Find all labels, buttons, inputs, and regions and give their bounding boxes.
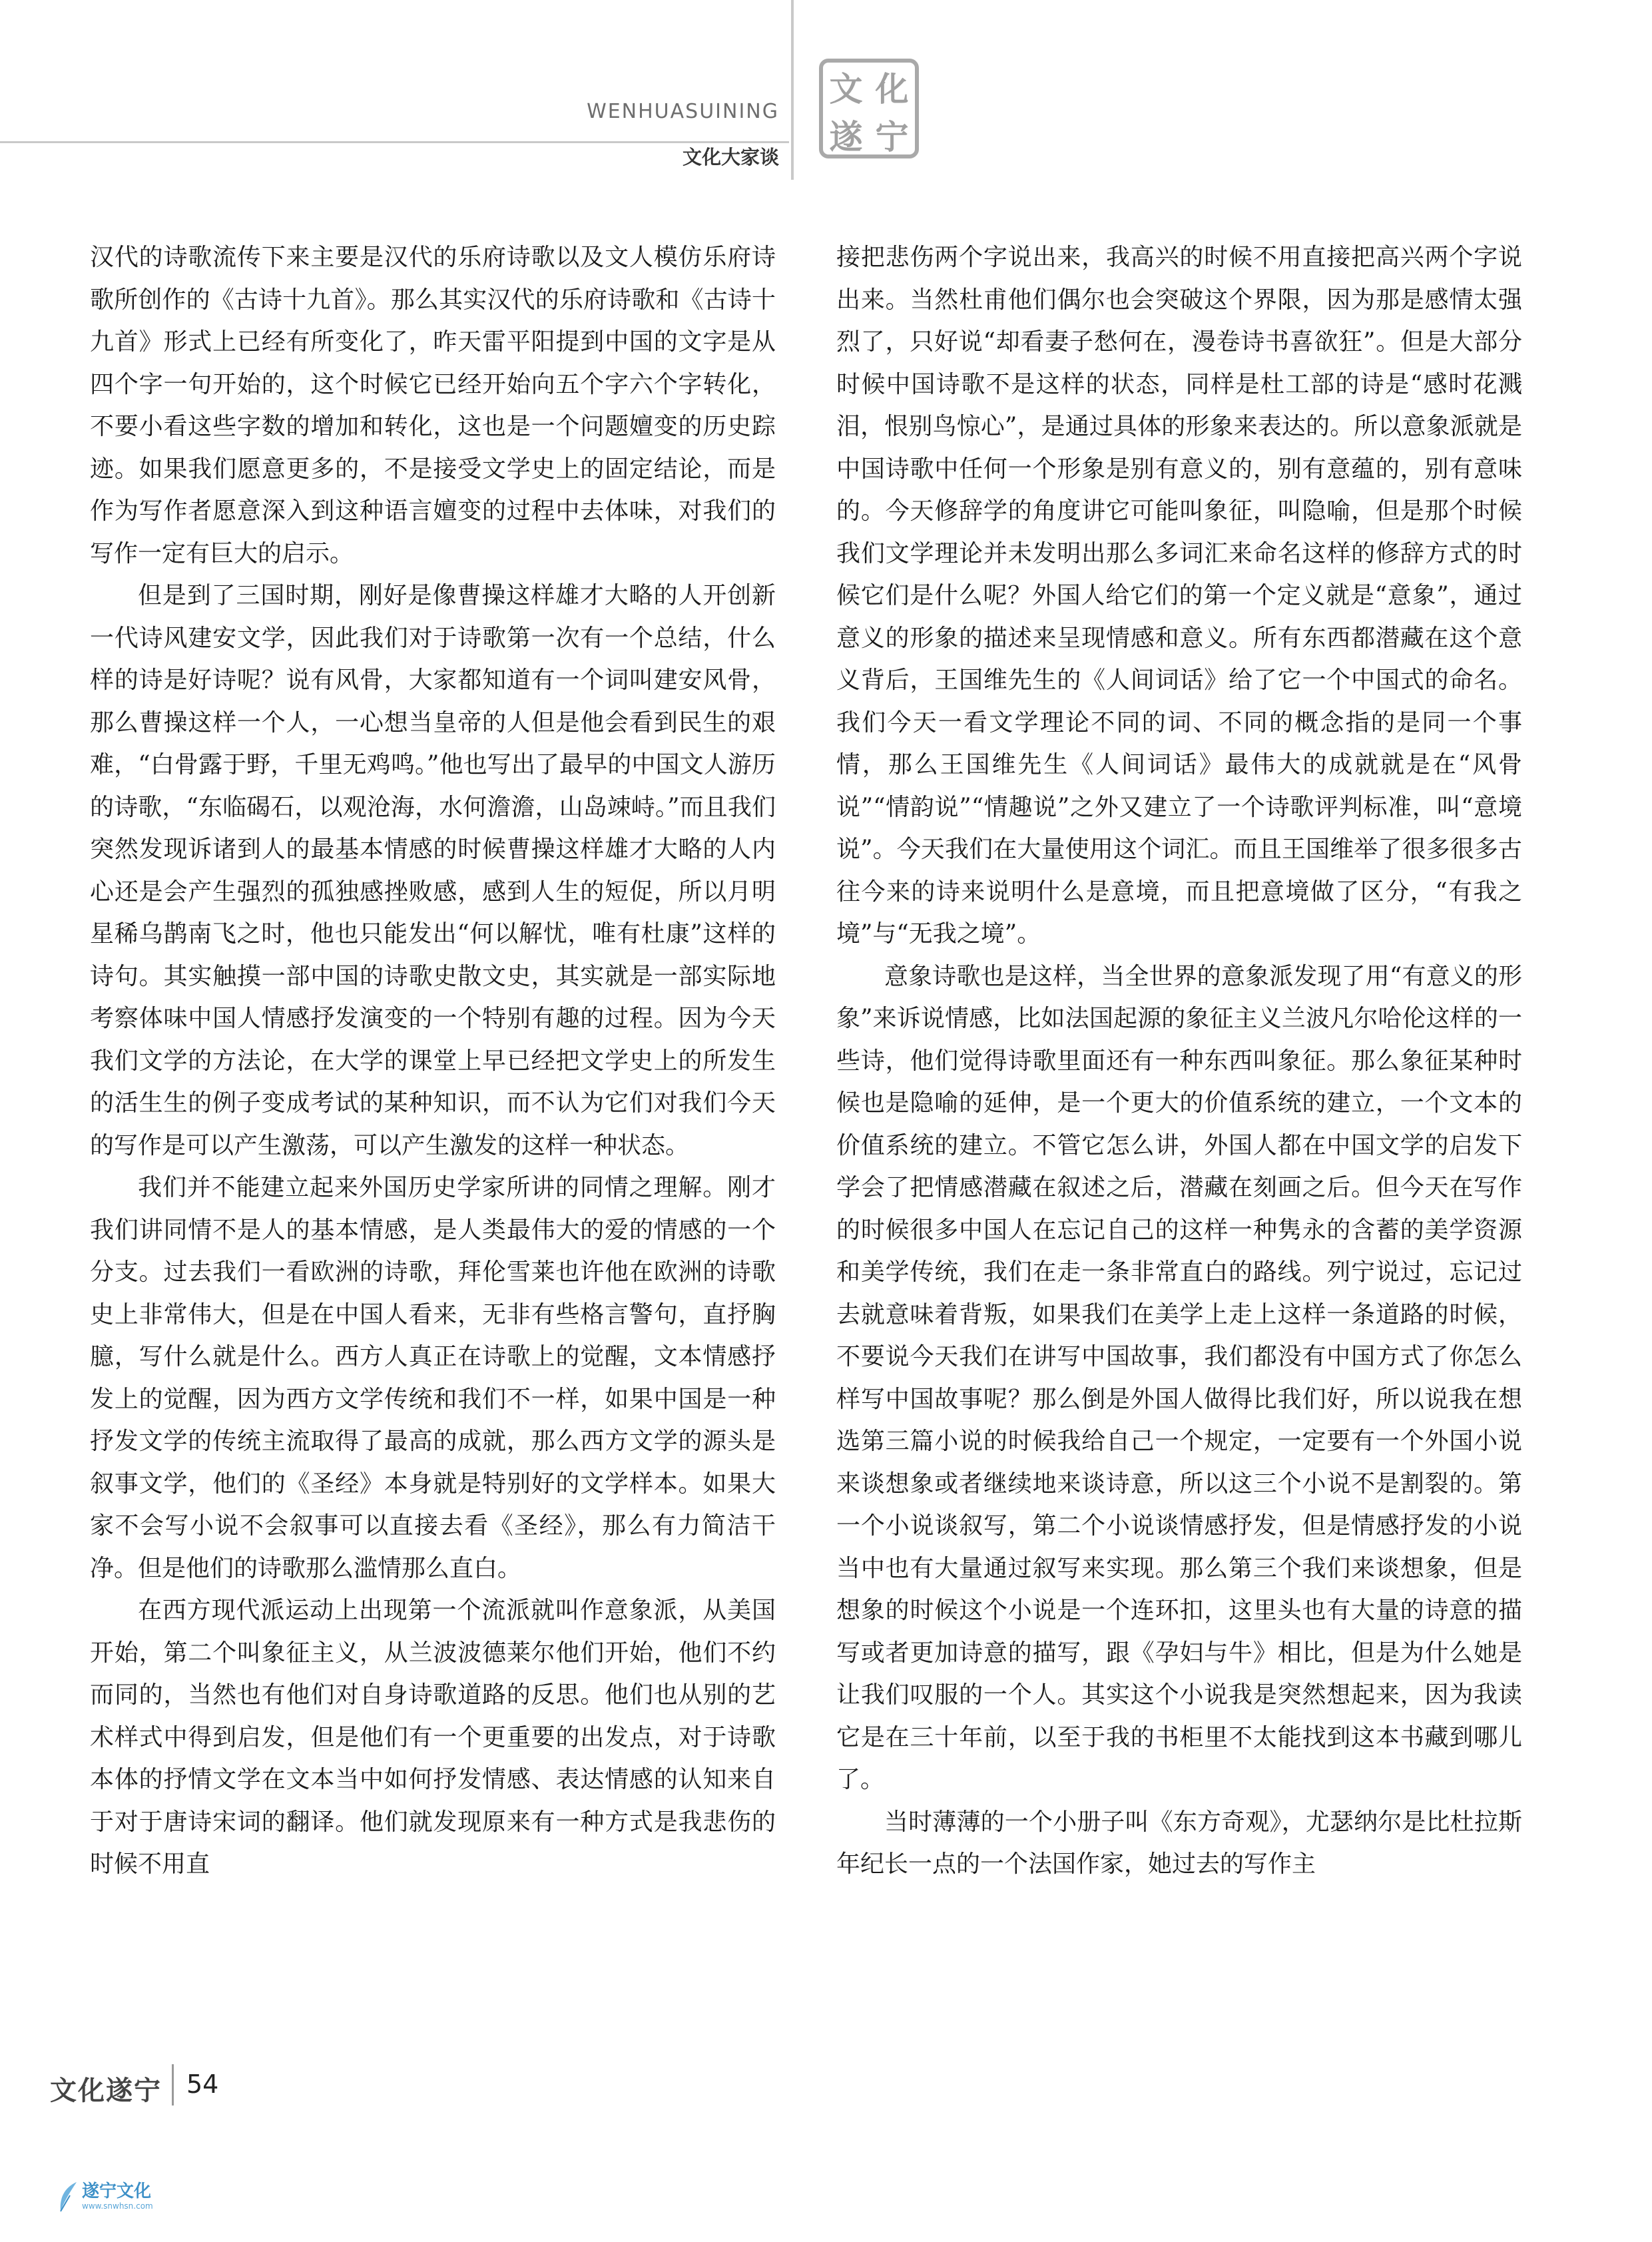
seal-char: 文	[829, 69, 863, 109]
paragraph: 汉代的诗歌流传下来主要是汉代的乐府诗歌以及文人模仿乐府诗歌所创作的《古诗十九首》。那么其实汉代的乐府诗歌和《古诗十九首》形式上已经有所变化了，昨天雷平阳提到中国的文字是从四个字一句开始的，这个时候它已经开始向五个字六个字转化，不要小看这些字数的增加和转化，这也是一个问题嬗变的历史踪迹。如果我们愿意更多的，不是接受文学史上的固定结论，而是作为写作者愿意深入到这种语言嬗变的过程中去体味，对我们的写作一定有巨大的启示。	[90, 244, 776, 567]
watermark-url: www.snwhsn.com	[82, 2201, 153, 2211]
seal-char: 化	[875, 69, 909, 109]
paragraph: 我们并不能建立起来外国历史学家所讲的同情之理解。刚才我们讲同情不是人的基本情感，是人类最伟大的爱的情感的一个分支。过去我们一看欧洲的诗歌，拜伦雪莱也许他在欧洲的诗歌史上非常伟大，但是在中国人看来，无非有些格言警句，直抒胸臆，写什么就是什么。西方人真正在诗歌上的觉醒，文本情感抒发上的觉醒，因为西方文学传统和我们不一样，如果中国是一种抒发文学的传统主流取得了最高的成就，那么西方文学的源头是叙事文学，他们的《圣经》本身就是特别好的文学样本。如果大家不会写小说不会叙事可以直接去看《圣经》，那么有力简洁干净。但是他们的诗歌那么滥情那么直白。	[90, 1174, 776, 1582]
paragraph: 在西方现代派运动上出现第一个流派就叫作意象派，从美国开始，第二个叫象征主义，从兰波波德莱尔他们开始，他们不约而同的，当然也有他们对自身诗歌道路的反思。他们也从别的艺术样式中得到启发，但是他们有一个更重要的出发点，对于诗歌本体的抒情文学在文本当中如何抒发情感、表达情感的认知来自于对于唐诗宋词的翻译。他们就发现原来有一种方式是我悲伤的时候不用直	[90, 1597, 776, 1878]
paragraph: 当时薄薄的一个小册子叫《东方奇观》，尤瑟纳尔是比杜拉斯年纪长一点的一个法国作家，她过去的写作主	[836, 1808, 1522, 1878]
header-english-title: WENHUASUINING	[587, 100, 779, 123]
footer-magazine-name: 文化遂宁	[50, 2075, 162, 2106]
paragraph: 但是到了三国时期，刚好是像曹操这样雄才大略的人开创新一代诗风建安文学，因此我们对于诗歌第一次有一个总结，什么样的诗是好诗呢？说有风骨，大家都知道有一个词叫建安风骨，那么曹操这样一个人，一心想当皇帝的人但是他会看到民生的艰难，“白骨露于野，千里无鸡鸣。”他也写出了最早的中国文人游历的诗歌，“东临碣石，以观沧海，水何澹澹，山岛竦峙。”而且我们突然发现诉诸到人的最基本情感的时候曹操这样雄才大略的人内心还是会产生强烈的孤独感挫败感，感到人生的短促，所以月明星稀乌鹊南飞之时，他也只能发出“何以解忧，唯有杜康”这样的诗句。其实触摸一部中国的诗歌史散文史，其实就是一部实际地考察体味中国人情感抒发演变的一个特别有趣的过程。因为今天我们文学的方法论，在大学的课堂上早已经把文学史上的所发生的活生生的例子变成考试的某种知识，而不认为它们对我们今天的写作是可以产生激荡，可以产生激发的这样一种状态。	[90, 582, 776, 1159]
footer-separator	[172, 2064, 174, 2105]
right-text-column	[836, 236, 1522, 1886]
watermark-text: 遂宁文化	[82, 2181, 152, 2201]
header-column-name: 文化大家谈	[682, 146, 779, 168]
watermark-logo	[57, 2177, 203, 2231]
feather-icon	[57, 2181, 81, 2214]
seal-char: 遂	[829, 117, 863, 156]
paragraph: 接把悲伤两个字说出来，我高兴的时候不用直接把高兴两个字说出来。当然杜甫他们偶尔也会突破这个界限，因为那是感情太强烈了，只好说“却看妻子愁何在，漫卷诗书喜欲狂”。但是大部分时候中国诗歌不是这样的状态，同样是杜工部的诗是“感时花溅泪，恨别鸟惊心”，是通过具体的形象来表达的。所以意象派就是中国诗歌中任何一个形象是别有意义的，别有意蕴的，别有意味的。今天修辞学的角度讲它可能叫象征，叫隐喻，但是那个时候我们文学理论并未发明出那么多词汇来命名这样的修辞方式的时候它们是什么呢？外国人给它们的第一个定义就是“意象”，通过意义的形象的描述来呈现情感和意义。所有东西都潜藏在这个意义背后，王国维先生的《人间词话》给了它一个中国式的命名。我们今天一看文学理论不同的词、不同的概念指的是同一个事情，那么王国维先生《人间词话》最伟大的成就就是在“风骨说”“情韵说”“情趣说”之外又建立了一个诗歌评判标准，叫“意境说”。今天我们在大量使用这个词汇。而且王国维举了很多很多古往今来的诗来说明什么是意境，而且把意境做了区分，“有我之境”与“无我之境”。	[836, 244, 1522, 948]
page-number: 54	[186, 2070, 219, 2099]
header-vertical-rule	[791, 0, 794, 180]
left-text-column	[90, 236, 776, 1886]
paragraph: 意象诗歌也是这样，当全世界的意象派发现了用“有意义的形象”来诉说情感，比如法国起源的象征主义兰波凡尔哈伦这样的一些诗，他们觉得诗歌里面还有一种东西叫象征。那么象征某种时候也是隐喻的延伸，是一个更大的价值系统的建立，一个文本的价值系统的建立。不管它怎么讲，外国人都在中国文学的启发下学会了把情感潜藏在叙述之后，潜藏在刻画之后。但今天在写作的时候很多中国人在忘记自己的这样一种隽永的含蓄的美学资源和美学传统，我们在走一条非常直白的路线。列宁说过，忘记过去就意味着背叛，如果我们在美学上走上这样一条道路的时候，不要说今天我们在讲写中国故事，我们都没有中国方式了你怎么样写中国故事呢？那么倒是外国人做得比我们好，所以说我在想选第三篇小说的时候我给自己一个规定，一定要有一个外国小说来谈想象或者继续地来谈诗意，所以这三个小说不是割裂的。第一个小说谈叙写，第二个小说谈情感抒发，但是情感抒发的小说当中也有大量通过叙写来实现。那么第三个我们来谈想象，但是想象的时候这个小说是一个连环扣，这里头也有大量的诗意的描写或者更加诗意的描写，跟《孕妇与牛》相比，但是为什么她是让我们叹服的一个人。其实这个小说我是突然想起来，因为我读它是在三十年前，以至于我的书柜里不太能找到这本书藏到哪儿了。	[836, 962, 1522, 1793]
seal-char: 宁	[875, 117, 909, 156]
magazine-seal-logo	[819, 59, 919, 158]
